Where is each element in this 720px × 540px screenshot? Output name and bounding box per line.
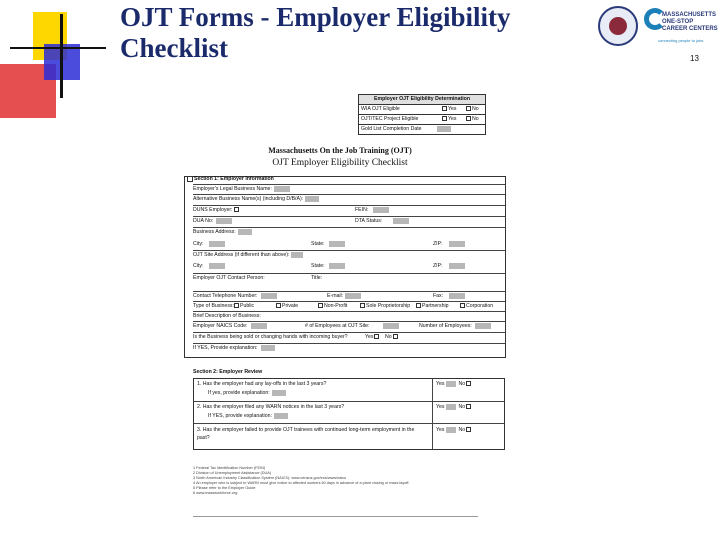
question-number: 2. — [197, 404, 202, 410]
slide-title-line2: Checklist — [120, 33, 228, 63]
num-employees-input[interactable] — [475, 323, 491, 329]
question-row — [194, 401, 504, 423]
q2-explanation-input[interactable] — [274, 413, 288, 419]
field-label: Employer NAICS Code: — [193, 323, 248, 329]
site-state-input[interactable] — [329, 263, 345, 269]
field-label: Employer's Legal Business Name: — [193, 186, 272, 192]
row-label: OJT/TEC Project Eligible — [361, 116, 419, 122]
q2-yes-field[interactable] — [446, 404, 456, 410]
form-row — [193, 250, 505, 259]
field-label: Fax: — [433, 293, 444, 299]
field-label: Business Address: — [193, 229, 236, 235]
yes-label: Yes — [448, 106, 457, 112]
row-label: Gold List Completion Date — [361, 126, 422, 132]
form-row — [193, 205, 505, 214]
footnote: 1 Federal Tax Identification Number (FEIN) — [193, 466, 266, 470]
option-label: Private — [282, 303, 299, 309]
yes-label: Yes — [436, 404, 445, 410]
yes-checkbox[interactable] — [442, 106, 447, 111]
field-label: Contact Telephone Number: — [193, 293, 258, 299]
field-label: DTA Status: — [355, 218, 383, 224]
footnote: 4 An employer who is subject to WARN must give notice to affected workers 60 days in advance of a plant closing or mass layoff. — [193, 481, 410, 485]
decor-horizontal-line — [10, 47, 106, 49]
form-row — [193, 332, 505, 341]
q1-no-checkbox[interactable] — [466, 381, 471, 386]
corporation-checkbox[interactable] — [460, 303, 465, 308]
form-row — [193, 291, 505, 300]
fein-input[interactable] — [373, 207, 389, 213]
table-header: Employer OJT Eligibility Determination — [359, 95, 485, 105]
site-city-input[interactable] — [209, 263, 225, 269]
dua-input[interactable] — [216, 218, 232, 224]
q2-no-checkbox[interactable] — [466, 404, 471, 409]
site-address-input[interactable] — [291, 252, 303, 258]
explanation-input[interactable] — [261, 345, 275, 351]
table-row — [359, 105, 485, 115]
employees-site-input[interactable] — [383, 323, 399, 329]
option-label: Corporation — [466, 303, 494, 309]
career-centers-logo — [644, 8, 718, 48]
naics-input[interactable] — [251, 323, 267, 329]
section1-title-text: Section 1: Employer Information — [194, 176, 274, 182]
option-label: Sole Proprietorship — [366, 303, 411, 309]
option-label: Yes — [365, 334, 374, 340]
field-label: Number of Employees: — [419, 323, 472, 329]
footnote: 6 www.massworkforce.org — [193, 491, 238, 495]
option-label: No — [385, 334, 392, 340]
field-label: E-mail: — [327, 293, 344, 299]
question-row — [194, 379, 504, 401]
slide-title — [120, 2, 511, 64]
sole-prop-checkbox[interactable] — [360, 303, 365, 308]
form-row — [193, 321, 505, 330]
field-label: State: — [311, 241, 325, 247]
phone-input[interactable] — [261, 293, 277, 299]
state-seal-logo — [598, 6, 638, 46]
yes-label: Yes — [436, 381, 445, 387]
email-input[interactable] — [345, 293, 361, 299]
private-checkbox[interactable] — [276, 303, 281, 308]
slide-title-line1: OJT Forms - Employer Eligibility — [120, 2, 511, 32]
no-label: No — [458, 404, 466, 410]
table-row — [359, 115, 485, 125]
form-row — [193, 301, 505, 310]
field-label: DUNS Employer: — [193, 207, 233, 213]
field-label: # of Employees at OJT Site: — [305, 323, 370, 329]
field-label: ZIP: — [433, 241, 443, 247]
no-label: No — [472, 116, 479, 122]
address-input[interactable] — [238, 229, 252, 235]
field-label: Alternative Business Name(s) (including D/B/A): — [193, 196, 304, 202]
date-field[interactable] — [437, 126, 451, 132]
footer-rule — [193, 516, 478, 517]
footnote: 5 Please refer to the Employer Guide — [193, 486, 256, 490]
field-label: City: — [193, 241, 204, 247]
form-subheading: OJT Employer Eligibility Checklist — [272, 158, 408, 168]
field-label: ZIP: — [433, 263, 443, 269]
question-text: Has the employer had any lay-offs in the last 3 years? — [202, 381, 327, 387]
question-number: 1. — [197, 381, 202, 387]
public-checkbox[interactable] — [234, 303, 239, 308]
field-label: Type of Business: — [193, 303, 234, 309]
follow-up-label: If yes, provide explanation: — [208, 390, 270, 396]
eligibility-determination-table — [358, 94, 486, 135]
sold-no-checkbox[interactable] — [393, 334, 398, 339]
non-profit-checkbox[interactable] — [318, 303, 323, 308]
q3-no-checkbox[interactable] — [466, 427, 471, 432]
footnote: 3 North American Industry Classification System (NAICS): www.census.gov/eos/www/naics — [193, 476, 346, 480]
site-zip-input[interactable] — [449, 263, 465, 269]
no-label: No — [458, 427, 466, 433]
q3-yes-field[interactable] — [446, 427, 456, 433]
table-row — [359, 125, 485, 134]
yes-label: Yes — [436, 427, 445, 433]
q1-explanation-input[interactable] — [272, 390, 286, 396]
form-heading: Massachusetts On the Job Training (OJT) — [268, 146, 412, 155]
logo-text: MASSACHUSETTS ONE-STOP CAREER CENTERS — [662, 12, 718, 32]
field-label: Title: — [311, 275, 323, 281]
no-label: No — [458, 381, 466, 387]
field-label: If YES, Provide explanation: — [193, 345, 258, 351]
form-row — [193, 194, 505, 203]
question-number: 3. — [197, 427, 202, 433]
decor-vertical-line — [60, 14, 63, 98]
form-row — [193, 262, 505, 271]
field-label: State: — [311, 263, 325, 269]
row-label: WIA OJT Eligible — [361, 106, 400, 112]
slide-number: 13 — [690, 54, 699, 63]
yes-checkbox[interactable] — [442, 116, 447, 121]
fax-input[interactable] — [449, 293, 465, 299]
form-row — [193, 343, 505, 352]
field-label: Employer OJT Contact Person: — [193, 275, 265, 281]
form-row — [193, 216, 505, 225]
no-label: No — [472, 106, 479, 112]
field-label: FEIN: — [355, 207, 369, 213]
alt-name-input[interactable] — [305, 196, 319, 202]
legal-name-input[interactable] — [274, 186, 290, 192]
section1-title — [186, 175, 274, 183]
footnotes — [193, 466, 478, 496]
follow-up-label: If YES, provide explanation: — [208, 413, 272, 419]
option-label: Public — [240, 303, 255, 309]
collapse-toggle[interactable] — [187, 176, 193, 182]
field-label: OJT Site Address (if different than above): — [193, 252, 290, 258]
question-row — [194, 423, 504, 449]
footnote: 2 Division of Unemployment Assistance (DUA) — [193, 471, 272, 475]
question-text: Has the employer failed to provide OJT trainees with continued long-term employment in the past? — [197, 427, 415, 441]
question-text: Has the employer filed any WARN notices in the last 3 years? — [202, 404, 345, 410]
no-checkbox[interactable] — [466, 106, 471, 111]
section2-title: Section 2: Employer Review — [193, 369, 263, 375]
sold-yes-checkbox[interactable] — [374, 334, 379, 339]
q1-yes-field[interactable] — [446, 381, 456, 387]
form-row — [193, 273, 505, 285]
form-row — [193, 240, 505, 249]
partnership-checkbox[interactable] — [416, 303, 421, 308]
city-input[interactable] — [209, 241, 225, 247]
form-row — [193, 184, 505, 193]
dta-input[interactable] — [393, 218, 409, 224]
field-label: City: — [193, 263, 204, 269]
form-row — [193, 227, 505, 238]
form-row — [193, 311, 505, 320]
logo-tagline: connecting people to jobs — [658, 38, 704, 43]
field-label: Is the Business being sold or changing hands with incoming buyer? — [193, 334, 348, 340]
section2-frame — [193, 378, 505, 450]
duns-checkbox[interactable] — [234, 207, 239, 212]
option-label: Non-Profit — [324, 303, 348, 309]
field-label: DUA No: — [193, 218, 214, 224]
zip-input[interactable] — [449, 241, 465, 247]
field-label: Brief Description of Business: — [193, 313, 261, 319]
yes-label: Yes — [448, 116, 457, 122]
option-label: Partnership — [422, 303, 449, 309]
state-input[interactable] — [329, 241, 345, 247]
no-checkbox[interactable] — [466, 116, 471, 121]
